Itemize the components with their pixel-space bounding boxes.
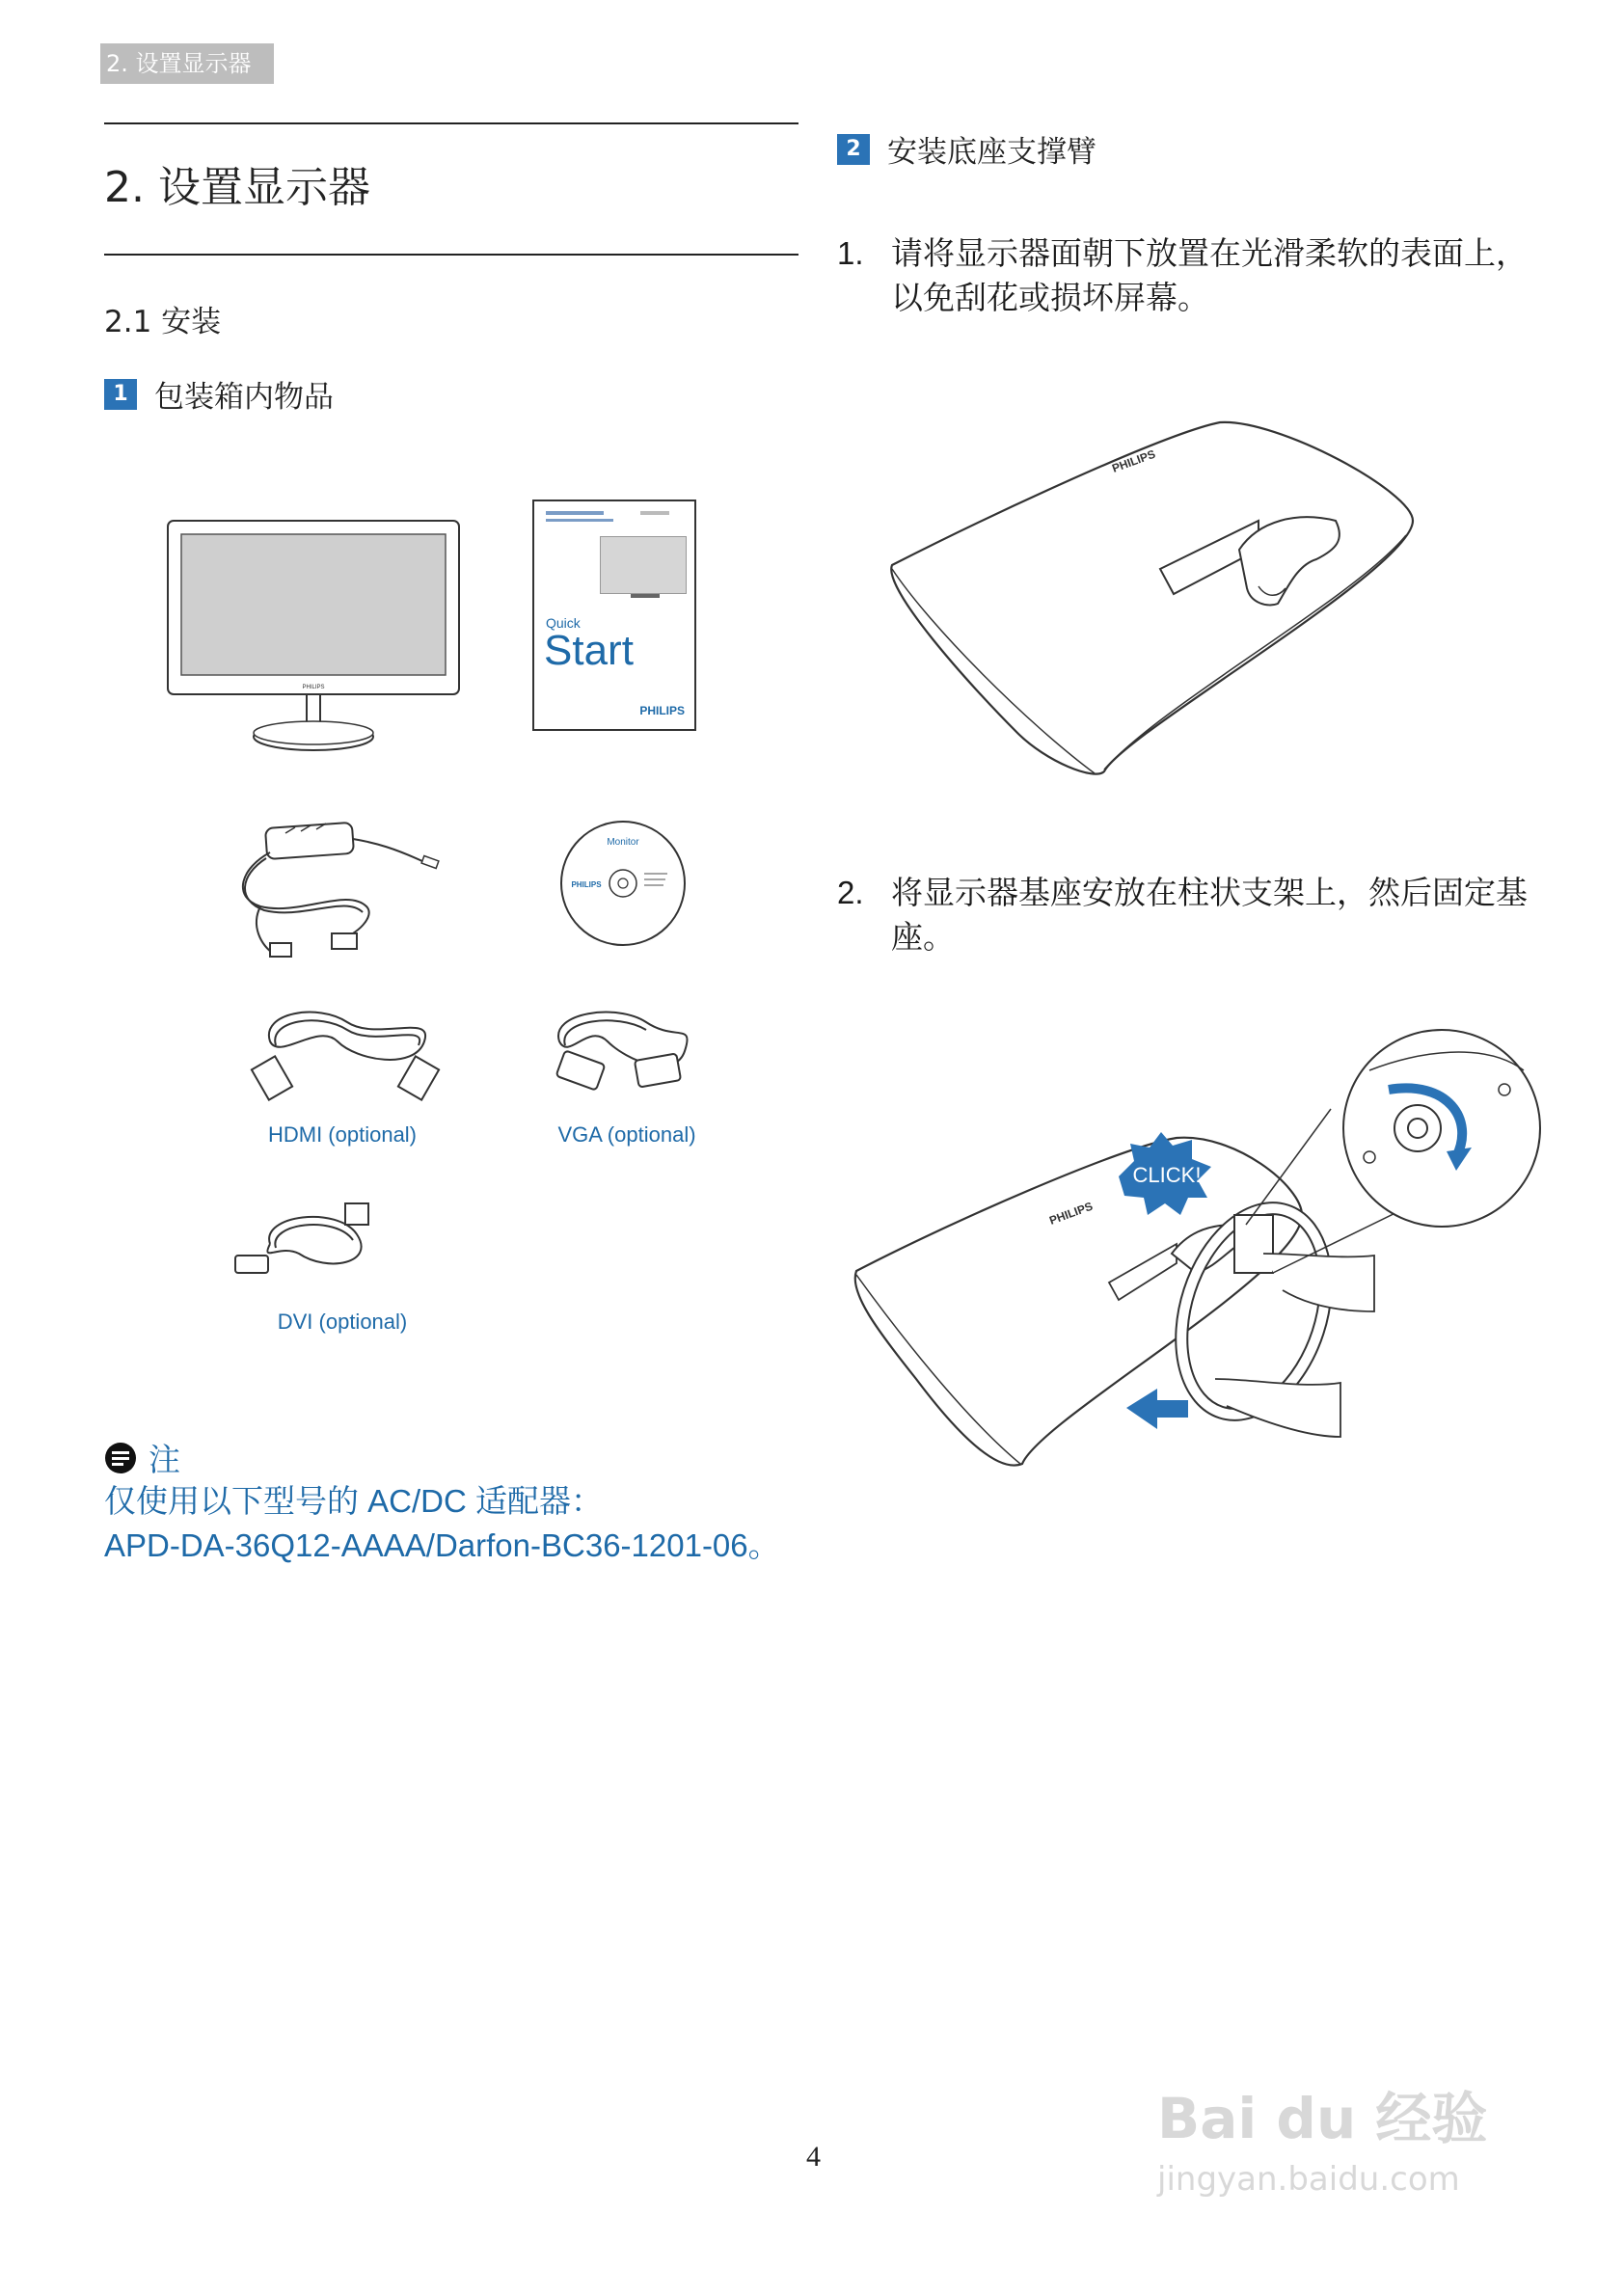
section-2-label: 安装底座支撑臂: [887, 135, 1096, 170]
hdmi-caption: HDMI (optional): [267, 1122, 418, 1147]
hdmi-cable-illustration: [241, 1003, 453, 1119]
title-rule: [104, 254, 798, 256]
cd-brand: PHILIPS: [571, 880, 602, 889]
note-line-1: 仅使用以下型号的 AC/DC 适配器：: [104, 1483, 604, 1519]
top-rule: [104, 122, 798, 124]
section-1-label: 包装箱内物品: [154, 380, 334, 415]
step-1-number: 1.: [837, 235, 864, 271]
monitor-illustration: [166, 519, 465, 760]
step-2-text: 将显示器基座安放在柱状支架上，然后固定基座。: [891, 874, 1528, 956]
watermark-logo: Bai du 经验: [1157, 2086, 1488, 2151]
note-line-2: APD-DA-36Q12-AAAA/Darfon-BC36-1201-06。: [104, 1527, 780, 1563]
section-1-number: 1: [104, 379, 137, 410]
cd-label: Monitor: [607, 837, 639, 848]
note-icon: [104, 1442, 137, 1474]
monitor-face-down-illustration: [873, 415, 1422, 781]
note-title: 注: [149, 1441, 180, 1478]
page-number: 4: [806, 2141, 821, 2173]
subsection-title: 2.1 安装: [104, 305, 222, 339]
quickstart-brand: PHILIPS: [639, 704, 685, 717]
click-label: CLICK!: [1132, 1163, 1202, 1187]
step-2: [837, 871, 1551, 967]
quickstart-word2: Start: [544, 627, 634, 674]
monitor-brand: PHILIPS: [302, 685, 325, 690]
section-1-heading: [104, 372, 334, 416]
cd-illustration: [557, 818, 689, 949]
step-1: [837, 231, 1551, 328]
quickstart-word1: Quick: [546, 615, 581, 631]
dvi-caption: DVI (optional): [277, 1310, 408, 1334]
step-1-text: 请将显示器面朝下放置在光滑柔软的表面上，以免刮花或损坏屏幕。: [891, 234, 1528, 316]
power-adapter-illustration: [231, 820, 444, 964]
dvi-cable-illustration: [231, 1196, 405, 1302]
page-title: 2. 设置显示器: [104, 163, 370, 212]
step-2-number: 2.: [837, 875, 864, 910]
vga-caption: VGA (optional): [557, 1122, 696, 1147]
back-brand-2: PHILIPS: [1047, 1199, 1095, 1228]
vga-cable-illustration: [540, 1003, 704, 1119]
header-tab: 2. 设置显示器: [100, 43, 274, 84]
section-2-heading: [837, 127, 1096, 171]
quickstart-booklet: [532, 500, 696, 731]
note-heading: [104, 1435, 180, 1480]
watermark-url: jingyan.baidu.com: [1157, 2160, 1460, 2199]
back-brand-1: PHILIPS: [1110, 446, 1157, 475]
section-2-number: 2: [837, 134, 870, 165]
base-attach-illustration: [849, 1032, 1562, 1475]
